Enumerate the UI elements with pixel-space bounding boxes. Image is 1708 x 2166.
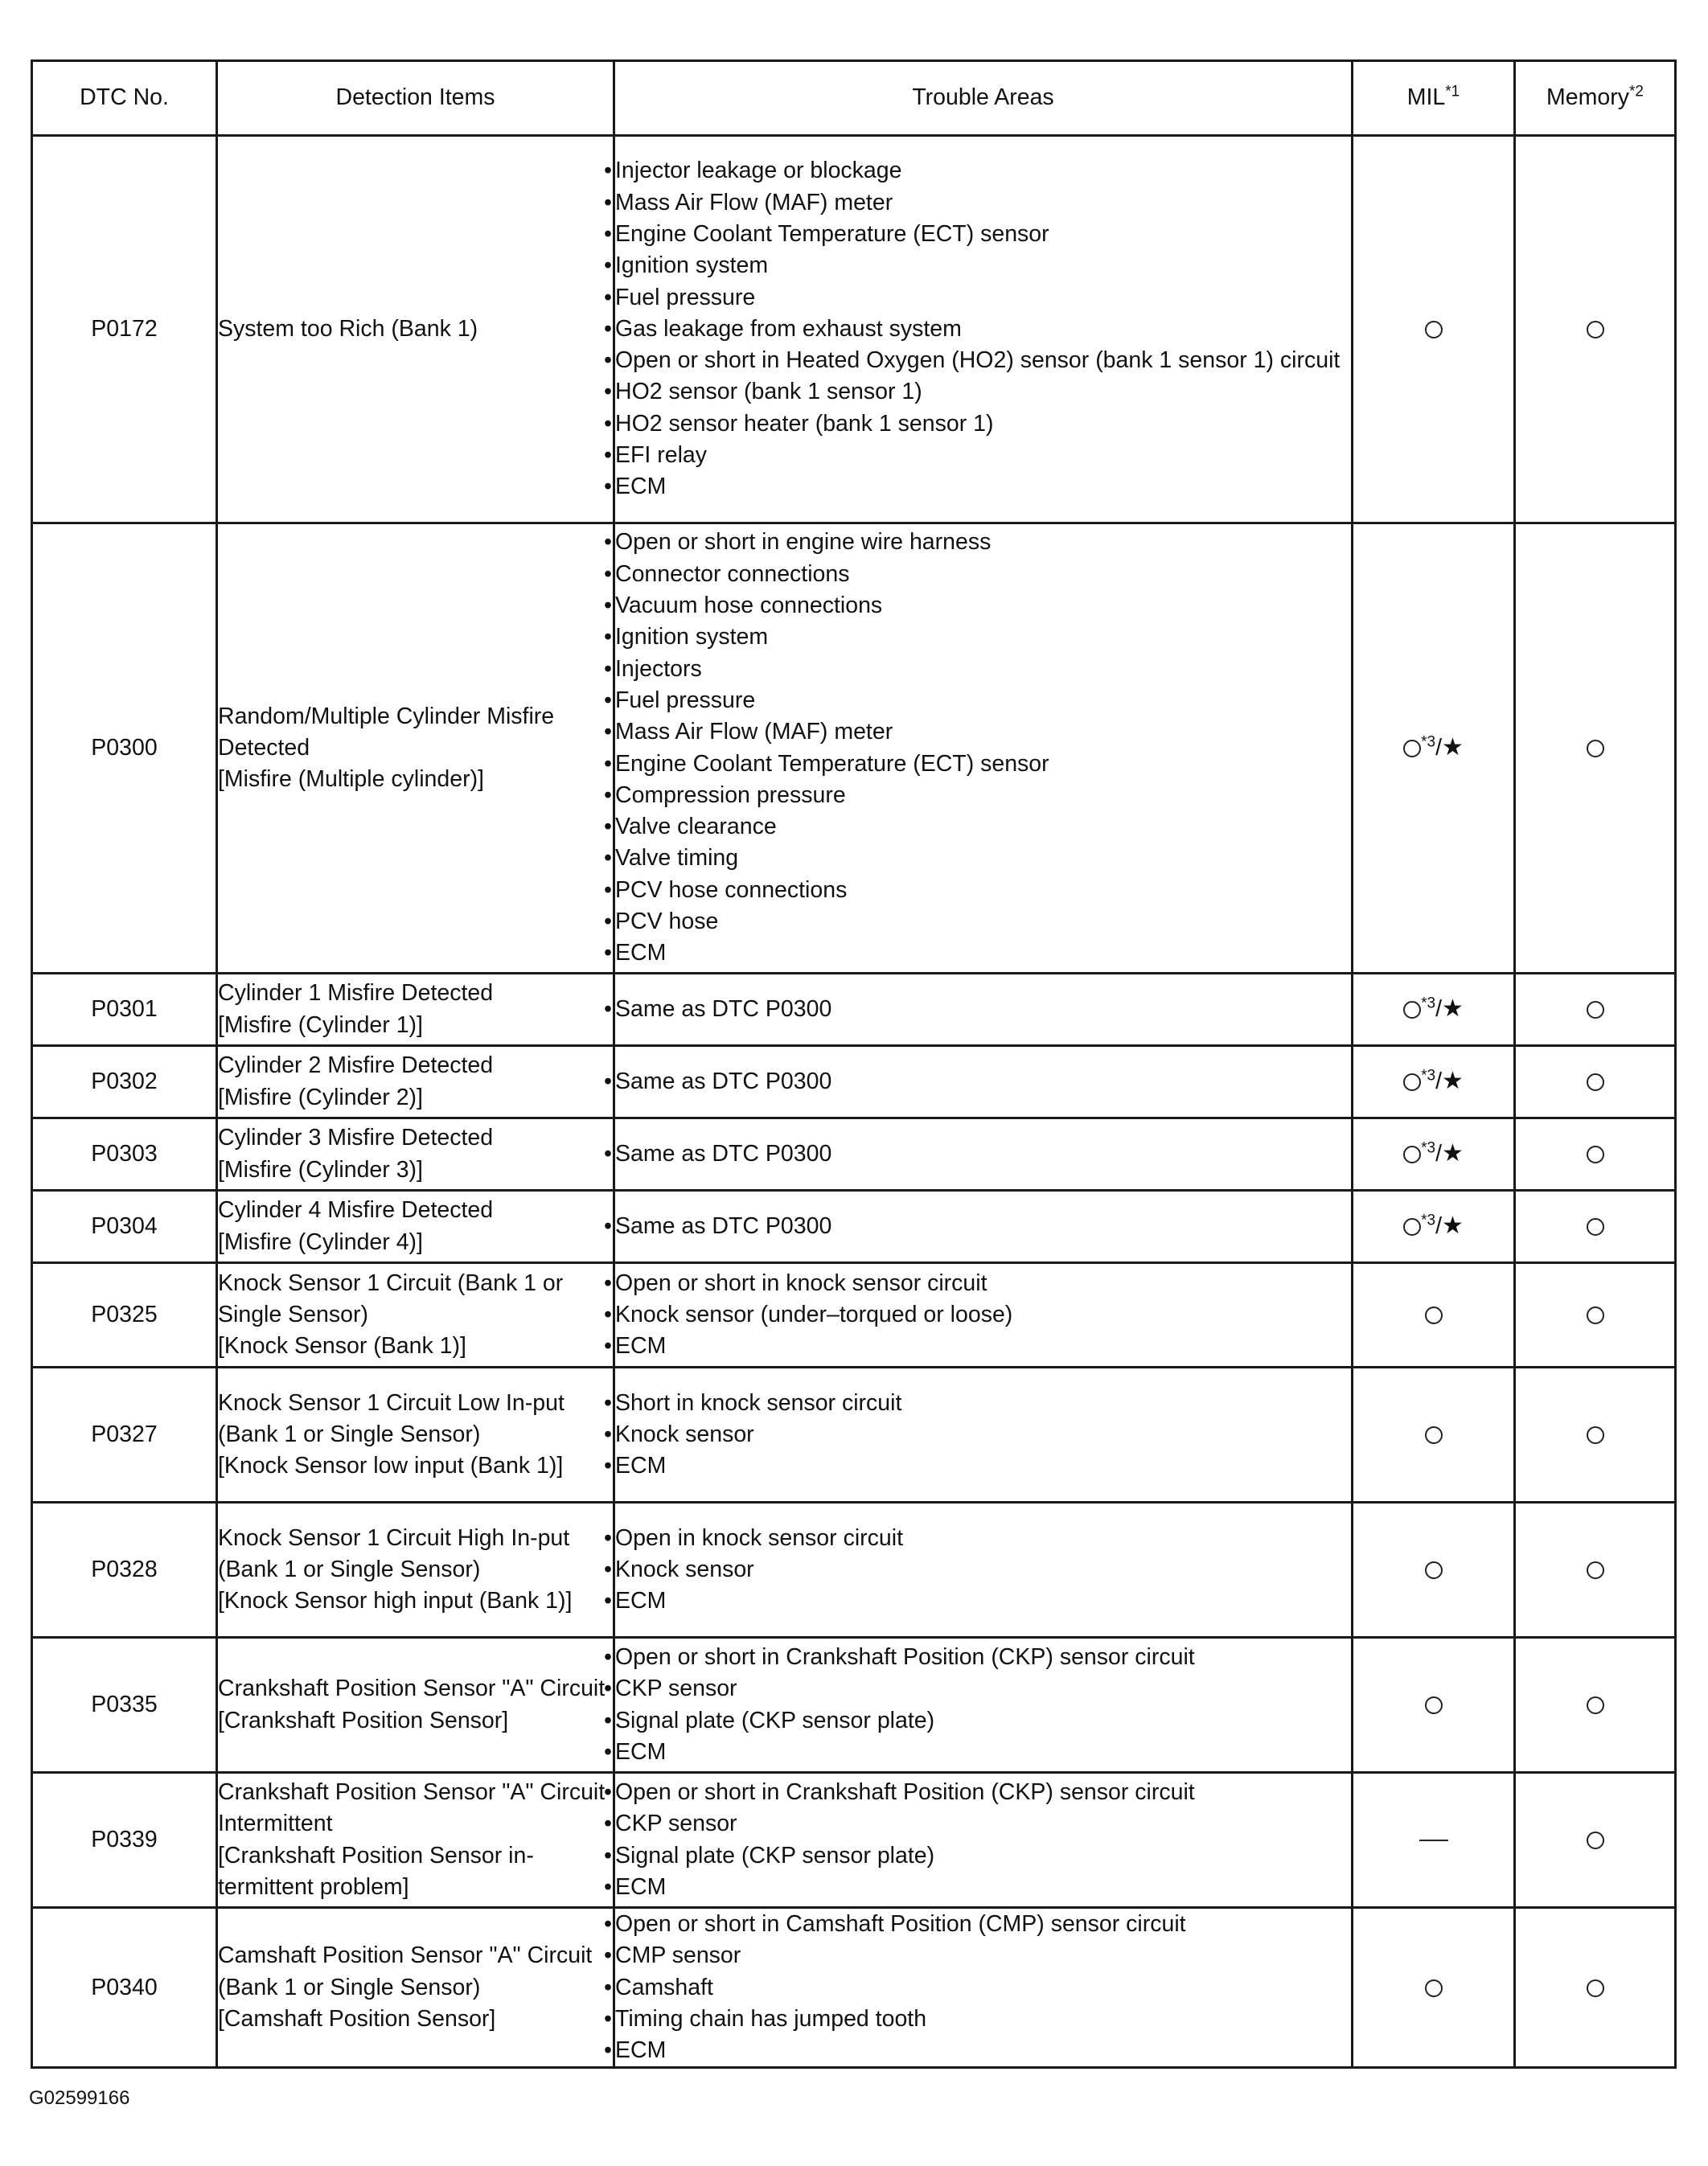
slash-separator: / — [1435, 1069, 1442, 1095]
trouble-areas — [614, 1368, 1353, 1503]
mil-note-mark: *3 — [1421, 1212, 1436, 1229]
detection-item — [217, 1191, 614, 1263]
list-item: • Knock sensor (under–torqued or loose) — [615, 1299, 1351, 1331]
mil-symbol — [1425, 316, 1443, 342]
header-dtc-no: DTC No. — [32, 61, 217, 136]
mil-cell — [1353, 1368, 1515, 1503]
detection-item-line: Random/Multiple Cylinder Misfire Detected — [218, 703, 555, 761]
slash-separator: / — [1435, 735, 1442, 761]
detection-item-line: Camshaft Position Sensor "A" Circuit (Bank 1 or Single Sensor) — [218, 1942, 593, 2000]
dtc-code: P0325 — [32, 1263, 217, 1368]
trouble-areas — [614, 1773, 1353, 1908]
detection-item-line: [Crankshaft Position Sensor] — [218, 1707, 509, 1733]
trouble-areas-list — [615, 1066, 1351, 1097]
list-item: • Compression pressure — [615, 780, 1351, 811]
list-item: • Short in knock sensor circuit — [615, 1388, 1351, 1419]
list-item: • Open or short in engine wire harness — [615, 527, 1351, 558]
dtc-code: P0335 — [32, 1638, 217, 1773]
mil-symbol — [1425, 1557, 1443, 1582]
memory-symbol — [1587, 735, 1604, 761]
detection-item-line: Crankshaft Position Sensor "A" Circuit Intermittent — [218, 1778, 606, 1837]
list-item: • Open in knock sensor circuit — [615, 1523, 1351, 1554]
detection-item-line: Knock Sensor 1 Circuit (Bank 1 or Single Sensor) — [218, 1270, 564, 1327]
memory-cell — [1515, 523, 1676, 974]
trouble-areas — [614, 1046, 1353, 1118]
table-row — [32, 1191, 1676, 1263]
dtc-code: P0303 — [32, 1118, 217, 1191]
circle-icon — [1587, 1561, 1604, 1579]
memory-cell — [1515, 1046, 1676, 1118]
detection-item-line: Knock Sensor 1 Circuit High In-put (Bank 1 or Single Sensor) — [218, 1524, 570, 1582]
star-icon: ★ — [1441, 1212, 1464, 1240]
dtc-code: P0172 — [32, 136, 217, 523]
header-row — [32, 61, 1676, 136]
table-row — [32, 1263, 1676, 1368]
mil-note-mark: *3 — [1421, 995, 1436, 1012]
circle-icon — [1587, 740, 1604, 757]
circle-icon — [1587, 1146, 1604, 1163]
list-item: • Gas leakage from exhaust system — [615, 314, 1351, 345]
header-memory — [1515, 61, 1676, 136]
table-row — [32, 1908, 1676, 2068]
list-item: • Same as DTC P0300 — [615, 994, 1351, 1025]
memory-symbol — [1587, 316, 1604, 342]
memory-cell — [1515, 1118, 1676, 1191]
detection-item-line: [Misfire (Cylinder 2)] — [218, 1084, 423, 1110]
detection-item-line: [Camshaft Position Sensor] — [218, 2005, 496, 2032]
mil-symbol — [1425, 1302, 1443, 1327]
memory-cell — [1515, 136, 1676, 523]
memory-symbol — [1587, 1141, 1604, 1167]
list-item: • CMP sensor — [615, 1940, 1351, 1971]
mil-note-mark: *3 — [1421, 1067, 1436, 1085]
circle-icon — [1425, 321, 1443, 338]
list-item: • Same as DTC P0300 — [615, 1066, 1351, 1097]
list-item: • Open or short in Camshaft Position (CMP) sensor circuit — [615, 1909, 1351, 1940]
mil-symbol — [1425, 1421, 1443, 1447]
detection-item-line: [Misfire (Multiple cylinder)] — [218, 766, 484, 793]
memory-cell — [1515, 1263, 1676, 1368]
dtc-code: P0300 — [32, 523, 217, 974]
circle-icon — [1587, 1307, 1604, 1324]
list-item: • CKP sensor — [615, 1808, 1351, 1840]
circle-icon — [1403, 1146, 1421, 1163]
mil-cell — [1353, 974, 1515, 1046]
list-item: • Knock sensor — [615, 1419, 1351, 1450]
list-item: • Knock sensor — [615, 1554, 1351, 1586]
list-item: • PCV hose — [615, 906, 1351, 937]
dtc-table — [31, 59, 1677, 2069]
memory-symbol — [1587, 1069, 1604, 1094]
detection-item-line: [Misfire (Cylinder 1)] — [218, 1011, 423, 1038]
memory-cell — [1515, 1638, 1676, 1773]
mil-symbol — [1425, 1975, 1443, 2000]
detection-item — [217, 1263, 614, 1368]
list-item: • ECM — [615, 471, 1351, 503]
list-item: • Open or short in Crankshaft Position (CKP) sensor circuit — [615, 1642, 1351, 1673]
memory-cell — [1515, 974, 1676, 1046]
circle-icon — [1425, 1979, 1443, 1997]
list-item: • Valve timing — [615, 843, 1351, 874]
memory-cell — [1515, 1191, 1676, 1263]
table-row — [32, 1046, 1676, 1118]
detection-item-line: Cylinder 1 Misfire Detected — [218, 980, 494, 1007]
table-row — [32, 1773, 1676, 1908]
mil-cell — [1353, 1908, 1515, 2068]
mil-note-mark: *3 — [1421, 733, 1436, 751]
list-item: • Vacuum hose connections — [615, 590, 1351, 621]
circle-icon — [1587, 1832, 1604, 1849]
detection-item-line: [Knock Sensor (Bank 1)] — [218, 1333, 466, 1360]
trouble-areas-list — [615, 1642, 1351, 1768]
trouble-areas — [614, 1263, 1353, 1368]
detection-item — [217, 136, 614, 523]
circle-icon — [1587, 1218, 1604, 1236]
detection-item-line: Knock Sensor 1 Circuit Low In-put (Bank 1 or Single Sensor) — [218, 1389, 565, 1447]
detection-item — [217, 1368, 614, 1503]
circle-icon — [1403, 740, 1421, 757]
header-mil — [1353, 61, 1515, 136]
mil-cell — [1353, 1191, 1515, 1263]
header-memory-label: Memory — [1546, 84, 1629, 111]
trouble-areas-list — [615, 1138, 1351, 1170]
list-item: • Engine Coolant Temperature (ECT) sensor — [615, 749, 1351, 780]
memory-cell — [1515, 1503, 1676, 1638]
header-mil-note: *1 — [1445, 83, 1460, 101]
detection-item — [217, 1118, 614, 1191]
table-row — [32, 974, 1676, 1046]
list-item: • HO2 sensor (bank 1 sensor 1) — [615, 376, 1351, 408]
detection-item-line: [Misfire (Cylinder 4)] — [218, 1229, 423, 1255]
memory-symbol — [1587, 996, 1604, 1022]
list-item: • Engine Coolant Temperature (ECT) sensor — [615, 219, 1351, 250]
mil-cell — [1353, 1638, 1515, 1773]
list-item: • Mass Air Flow (MAF) meter — [615, 187, 1351, 219]
header-memory-note: *2 — [1628, 83, 1644, 101]
circle-icon — [1425, 1696, 1443, 1714]
dtc-code: P0302 — [32, 1046, 217, 1118]
trouble-areas-list — [615, 994, 1351, 1025]
circle-icon — [1425, 1561, 1443, 1579]
memory-symbol — [1587, 1557, 1604, 1582]
trouble-areas — [614, 1503, 1353, 1638]
mil-symbol — [1403, 735, 1464, 761]
circle-icon — [1403, 1073, 1421, 1091]
memory-cell — [1515, 1908, 1676, 2068]
circle-icon — [1587, 1426, 1604, 1444]
detection-item — [217, 523, 614, 974]
list-item: • Fuel pressure — [615, 685, 1351, 716]
table-row — [32, 1503, 1676, 1638]
mil-cell — [1353, 1503, 1515, 1638]
trouble-areas-list — [615, 1268, 1351, 1363]
trouble-areas-list — [615, 1777, 1351, 1903]
circle-icon — [1403, 1001, 1421, 1019]
star-icon: ★ — [1441, 734, 1464, 761]
mil-cell — [1353, 1263, 1515, 1368]
list-item: • ECM — [615, 1331, 1351, 1362]
trouble-areas — [614, 1638, 1353, 1773]
mil-symbol — [1403, 1069, 1464, 1094]
mil-cell — [1353, 1046, 1515, 1118]
detection-item-line: [Misfire (Cylinder 3)] — [218, 1156, 423, 1183]
list-item: • Ignition system — [615, 621, 1351, 653]
table-row — [32, 523, 1676, 974]
star-icon: ★ — [1441, 995, 1464, 1023]
list-item: • Same as DTC P0300 — [615, 1211, 1351, 1242]
list-item: • CKP sensor — [615, 1673, 1351, 1704]
trouble-areas-list — [615, 155, 1351, 503]
header-trouble-areas: Trouble Areas — [614, 61, 1353, 136]
detection-item — [217, 1046, 614, 1118]
mil-symbol — [1403, 1213, 1464, 1239]
table-row — [32, 1368, 1676, 1503]
trouble-areas — [614, 1191, 1353, 1263]
detection-item-line: Cylinder 2 Misfire Detected — [218, 1052, 494, 1079]
memory-symbol — [1587, 1692, 1604, 1717]
list-item: • PCV hose connections — [615, 875, 1351, 906]
list-item: • ECM — [615, 2035, 1351, 2066]
trouble-areas-list — [615, 1909, 1351, 2066]
circle-icon — [1587, 1696, 1604, 1714]
header-detection-items: Detection Items — [217, 61, 614, 136]
header-mil-label: MIL — [1406, 84, 1446, 111]
detection-item — [217, 1773, 614, 1908]
dtc-code: P0327 — [32, 1368, 217, 1503]
circle-icon — [1425, 1426, 1443, 1444]
list-item: • ECM — [615, 1737, 1351, 1768]
list-item: • ECM — [615, 1586, 1351, 1617]
slash-separator: / — [1435, 1141, 1442, 1167]
trouble-areas-list — [615, 1388, 1351, 1483]
list-item: • Timing chain has jumped tooth — [615, 2004, 1351, 2035]
detection-item-line: [Knock Sensor high input (Bank 1)] — [218, 1588, 573, 1614]
trouble-areas — [614, 1908, 1353, 2068]
memory-symbol — [1587, 1213, 1604, 1239]
dtc-code: P0339 — [32, 1773, 217, 1908]
table-row — [32, 1638, 1676, 1773]
circle-icon — [1425, 1307, 1443, 1324]
circle-icon — [1587, 1073, 1604, 1091]
table-row — [32, 1118, 1676, 1191]
list-item: • Signal plate (CKP sensor plate) — [615, 1705, 1351, 1737]
dash-icon — [1419, 1840, 1448, 1841]
list-item: • Ignition system — [615, 250, 1351, 281]
detection-item — [217, 1503, 614, 1638]
mil-note-mark: *3 — [1421, 1139, 1436, 1157]
detection-item-line: Cylinder 3 Misfire Detected — [218, 1125, 494, 1151]
mil-symbol — [1419, 1827, 1448, 1852]
star-icon: ★ — [1441, 1068, 1464, 1095]
mil-symbol — [1403, 996, 1464, 1022]
detection-item — [217, 974, 614, 1046]
detection-item-line: [Knock Sensor low input (Bank 1)] — [218, 1453, 564, 1479]
list-item: • ECM — [615, 937, 1351, 969]
trouble-areas-list — [615, 1211, 1351, 1242]
dtc-code: P0301 — [32, 974, 217, 1046]
list-item: • Injector leakage or blockage — [615, 155, 1351, 187]
circle-icon — [1587, 1979, 1604, 1997]
list-item: • Injectors — [615, 654, 1351, 685]
mil-symbol — [1403, 1141, 1464, 1167]
mil-cell — [1353, 136, 1515, 523]
detection-item-line: Cylinder 4 Misfire Detected — [218, 1197, 494, 1224]
table-row — [32, 136, 1676, 523]
memory-symbol — [1587, 1302, 1604, 1327]
trouble-areas — [614, 974, 1353, 1046]
trouble-areas-list — [615, 1523, 1351, 1618]
list-item: • Signal plate (CKP sensor plate) — [615, 1840, 1351, 1872]
memory-symbol — [1587, 1827, 1604, 1852]
mil-cell — [1353, 1773, 1515, 1908]
trouble-areas — [614, 523, 1353, 974]
list-item: • Connector connections — [615, 559, 1351, 590]
detection-item — [217, 1908, 614, 2068]
list-item: • Open or short in Crankshaft Position (CKP) sensor circuit — [615, 1777, 1351, 1808]
circle-icon — [1587, 321, 1604, 338]
star-icon: ★ — [1441, 1140, 1464, 1167]
mil-symbol — [1425, 1692, 1443, 1717]
detection-item-line: [Crankshaft Position Sensor in-termittent problem] — [218, 1842, 534, 1900]
memory-symbol — [1587, 1975, 1604, 2000]
list-item: • Camshaft — [615, 1972, 1351, 2004]
circle-icon — [1587, 1001, 1604, 1019]
list-item: • Open or short in knock sensor circuit — [615, 1268, 1351, 1299]
mil-cell — [1353, 523, 1515, 974]
list-item: • Mass Air Flow (MAF) meter — [615, 716, 1351, 748]
list-item: • ECM — [615, 1872, 1351, 1903]
list-item: • Fuel pressure — [615, 282, 1351, 314]
detection-item-line: System too Rich (Bank 1) — [218, 315, 478, 342]
detection-item-line: Crankshaft Position Sensor "A" Circuit — [218, 1676, 606, 1702]
list-item: • Same as DTC P0300 — [615, 1138, 1351, 1170]
list-item: • HO2 sensor heater (bank 1 sensor 1) — [615, 408, 1351, 440]
list-item: • Valve clearance — [615, 811, 1351, 843]
dtc-code: P0328 — [32, 1503, 217, 1638]
circle-icon — [1403, 1218, 1421, 1236]
trouble-areas — [614, 1118, 1353, 1191]
slash-separator: / — [1435, 1213, 1442, 1240]
memory-cell — [1515, 1773, 1676, 1908]
list-item: • Open or short in Heated Oxygen (HO2) sensor (bank 1 sensor 1) circuit — [615, 345, 1351, 376]
dtc-code: P0304 — [32, 1191, 217, 1263]
slash-separator: / — [1435, 996, 1442, 1023]
memory-symbol — [1587, 1421, 1604, 1447]
list-item: • ECM — [615, 1450, 1351, 1482]
trouble-areas — [614, 136, 1353, 523]
detection-item — [217, 1638, 614, 1773]
trouble-areas-list — [615, 527, 1351, 969]
list-item: • EFI relay — [615, 440, 1351, 471]
figure-id: G02599166 — [29, 2087, 130, 2109]
memory-cell — [1515, 1368, 1676, 1503]
dtc-code: P0340 — [32, 1908, 217, 2068]
mil-cell — [1353, 1118, 1515, 1191]
